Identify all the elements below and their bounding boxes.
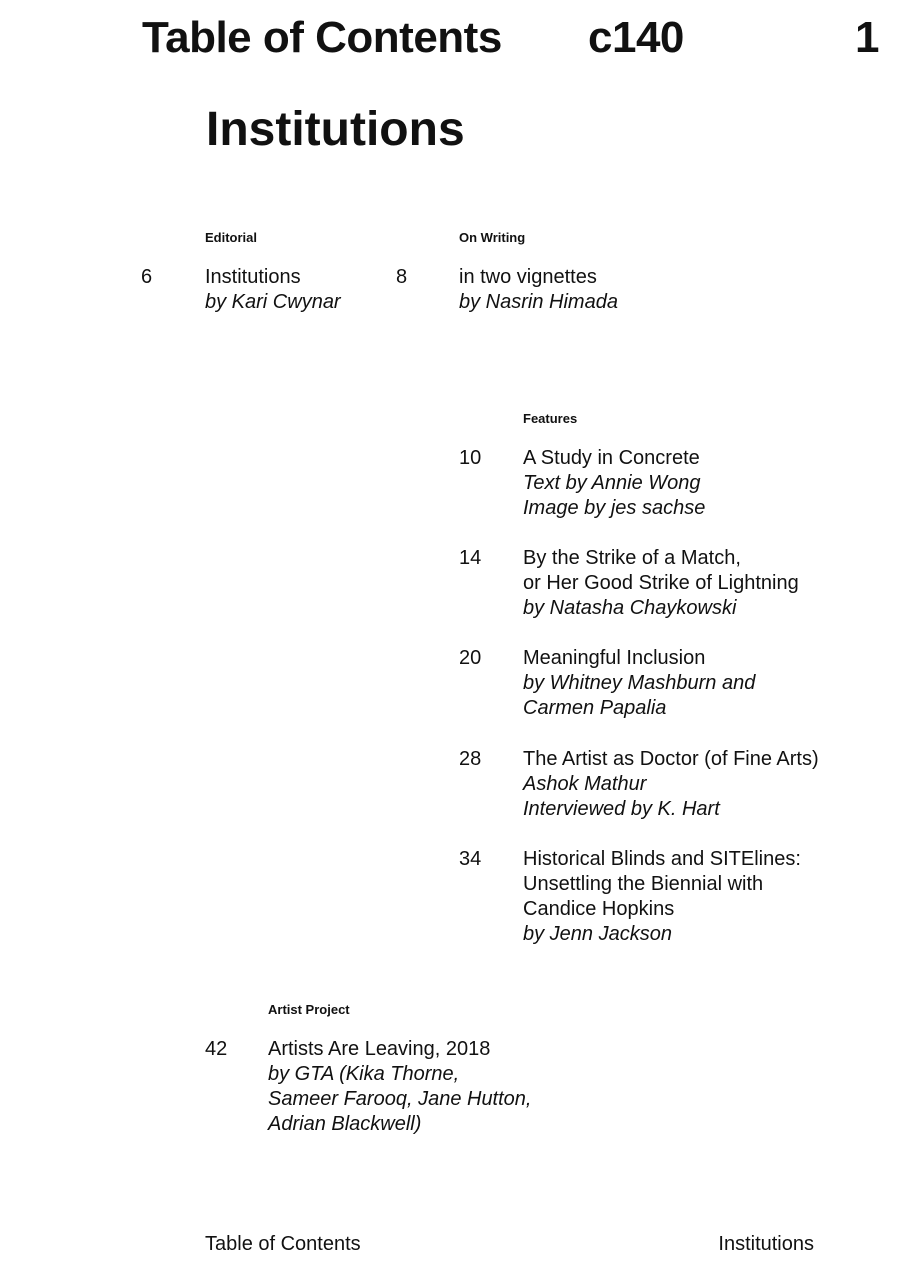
footer-right-label: Institutions: [718, 1233, 814, 1255]
toc-entry-feature[interactable]: [523, 646, 755, 721]
section-label-on-writing: On Writing: [459, 230, 526, 245]
entry-title-line: The Artist as Doctor (of Fine Arts): [523, 748, 819, 770]
entry-title: in two vignettes: [459, 266, 597, 288]
entry-byline-line: by Natasha Chaykowski: [523, 597, 737, 619]
entry-byline-line: by Jenn Jackson: [523, 923, 672, 945]
entry-page-number: 42: [205, 1038, 228, 1060]
entry-byline-line: by Whitney Mashburn and: [523, 672, 756, 694]
entry-page-number: 6: [141, 266, 153, 288]
entry-byline-line: Ashok Mathur: [523, 773, 647, 795]
entry-byline-line: Sameer Farooq, Jane Hutton,: [268, 1088, 532, 1110]
issue-number: c140: [588, 13, 684, 62]
entry-title-line: A Study in Concrete: [523, 447, 700, 469]
section-label-features: Features: [523, 411, 578, 426]
entry-byline-line: by GTA (Kika Thorne,: [268, 1063, 460, 1085]
entry-page-number: 28: [459, 748, 482, 770]
entry-byline: by Nasrin Himada: [459, 291, 618, 313]
entry-page-number: 10: [459, 447, 482, 469]
issue-theme-title: Institutions: [206, 103, 465, 156]
running-header-title: Table of Contents: [142, 13, 502, 62]
toc-entry-feature[interactable]: [523, 747, 819, 822]
entry-title-line: Historical Blinds and SITElines:: [523, 848, 801, 870]
entry-byline-line: Image by jes sachse: [523, 497, 706, 519]
toc-entry-feature[interactable]: [523, 546, 799, 621]
entry-page-number: 34: [459, 848, 482, 870]
entry-page-number: 14: [459, 547, 482, 569]
page-number: 1: [855, 13, 879, 62]
entry-title-line: Artists Are Leaving, 2018: [268, 1038, 491, 1060]
section-label-artist-project: Artist Project: [268, 1002, 350, 1017]
toc-entry-on-writing[interactable]: [459, 265, 618, 315]
entry-byline: by Kari Cwynar: [205, 291, 341, 313]
section-label-editorial: Editorial: [205, 230, 258, 245]
toc-entry-editorial[interactable]: [205, 265, 341, 315]
entry-title-line: Candice Hopkins: [523, 898, 675, 920]
entry-title-line: Meaningful Inclusion: [523, 647, 706, 669]
entry-byline-line: Text by Annie Wong: [523, 472, 701, 494]
entry-byline-line: Adrian Blackwell): [268, 1113, 422, 1135]
toc-entry-feature[interactable]: [523, 446, 705, 521]
entry-byline-line: Interviewed by K. Hart: [523, 798, 720, 820]
entry-byline-line: Carmen Papalia: [523, 697, 667, 719]
entry-title: Institutions: [205, 266, 301, 288]
entry-title-line: By the Strike of a Match,: [523, 547, 741, 569]
entry-page-number: 8: [396, 266, 408, 288]
toc-entry-feature[interactable]: [523, 847, 801, 947]
entry-page-number: 20: [459, 647, 482, 669]
entry-title-line: Unsettling the Biennial with: [523, 873, 764, 895]
footer-left-label: Table of Contents: [205, 1233, 361, 1255]
toc-entry-artist-project[interactable]: [268, 1037, 531, 1137]
entry-title-line: or Her Good Strike of Lightning: [523, 572, 799, 594]
